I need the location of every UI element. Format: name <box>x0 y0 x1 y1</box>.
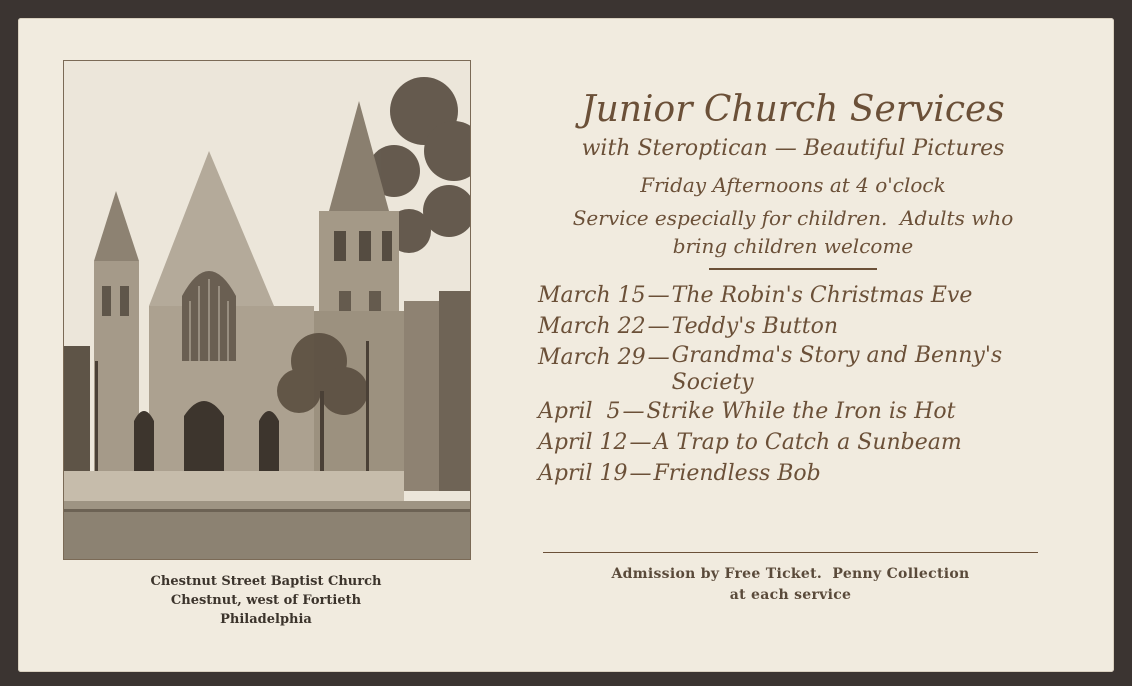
announcement-title: Junior Church Services <box>581 89 1005 130</box>
church-photo <box>63 60 471 560</box>
admission-line-1: Admission by Free Ticket. Penny Collection <box>611 566 970 582</box>
schedule-item: April 12 — A Trap to Catch a Sunbeam <box>538 427 1048 458</box>
caption-church-name: Chestnut Street Baptist Church <box>150 574 382 589</box>
schedule-title: Friendless Bob <box>653 461 821 486</box>
schedule-item: April 5 — Strike While the Iron is Hot <box>538 396 1048 427</box>
schedule-date: April 19 <box>538 461 628 486</box>
schedule-date: March 29 <box>538 345 646 370</box>
admission-note <box>558 564 1023 606</box>
photo-caption <box>63 572 469 629</box>
schedule-title: Teddy's Button <box>671 314 838 339</box>
schedule-title: A Trap to Catch a Sunbeam <box>653 430 962 455</box>
note-line-2: bring children welcome <box>672 234 914 258</box>
schedule-title: Grandma's Story and Benny's Society <box>671 343 1003 395</box>
announcement-note <box>538 204 1048 260</box>
announcement-subtitle: with Steroptican — Beautiful Pictures <box>581 136 1005 161</box>
schedule-date: March 22 <box>538 314 646 339</box>
schedule-item: March 22 — Teddy's Button <box>538 311 1048 342</box>
schedule-date: April 5 <box>538 399 621 424</box>
schedule-item: April 19 — Friendless Bob <box>538 458 1048 489</box>
announcement-time: Friday Afternoons at 4 o'clock <box>640 173 946 197</box>
divider-short <box>709 268 877 270</box>
caption-address: Chestnut, west of Fortieth <box>170 593 362 608</box>
divider-long <box>543 552 1038 553</box>
schedule-date: March 15 <box>538 283 646 308</box>
postcard <box>18 18 1114 672</box>
schedule-item: March 29 — Grandma's Story and Benny's Society <box>538 342 1048 396</box>
schedule-item: March 15 — The Robin's Christmas Eve <box>538 280 1048 311</box>
caption-city: Philadelphia <box>220 612 312 627</box>
announcement <box>538 88 1048 489</box>
admission-line-2: at each service <box>729 587 852 603</box>
schedule-title: The Robin's Christmas Eve <box>671 283 973 308</box>
church-illustration <box>64 61 470 559</box>
schedule-list <box>538 280 1048 489</box>
schedule-date: April 12 <box>538 430 628 455</box>
note-line-1: Service especially for children. Adults who <box>572 206 1014 230</box>
schedule-title: Strike While the Iron is Hot <box>646 399 956 424</box>
